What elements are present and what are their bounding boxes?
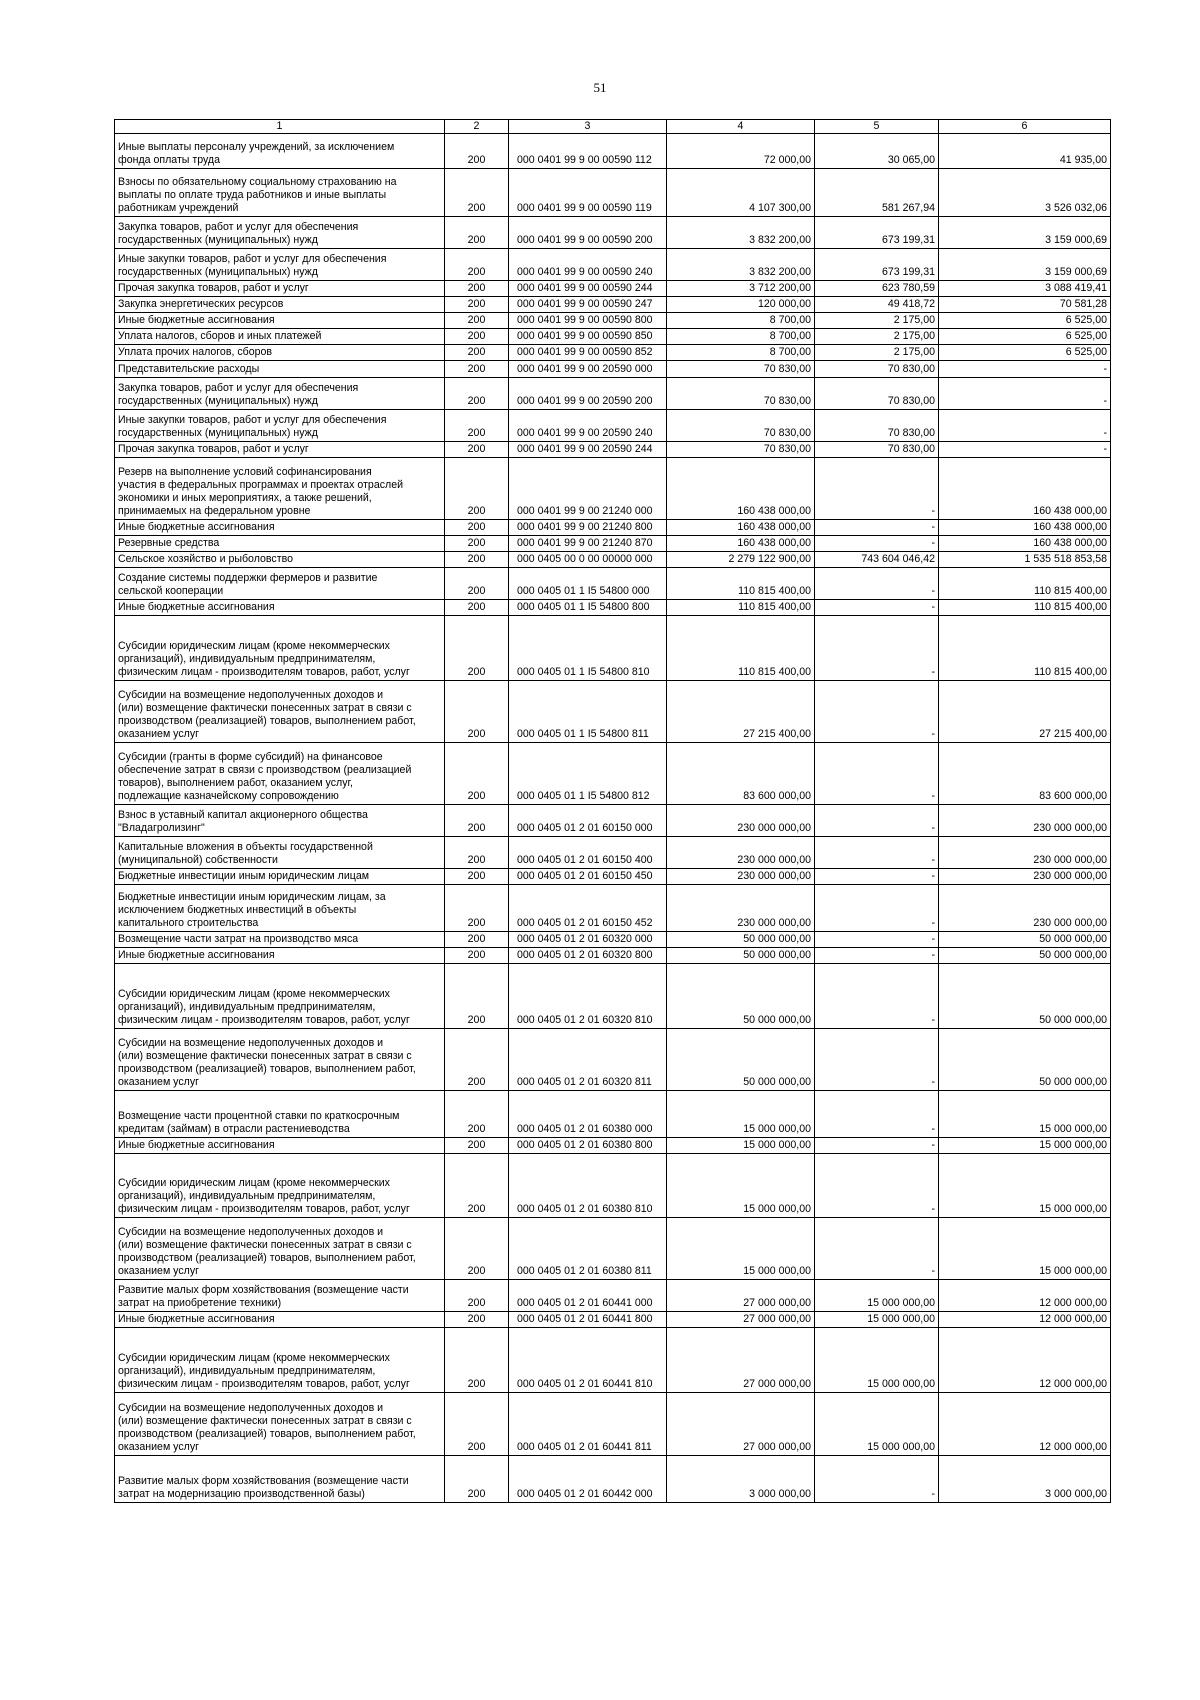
row-executed-amount: 673 199,31: [815, 217, 939, 249]
table-row: [115, 1138, 1111, 1154]
row-approved-amount: 70 830,00: [667, 442, 815, 458]
row-executed-amount: -: [815, 458, 939, 520]
row-approved-amount: 15 000 000,00: [667, 1218, 815, 1280]
row-remaining-amount: 160 438 000,00: [939, 458, 1111, 520]
row-budget-classification-code: 000 0405 01 2 01 60441 811: [509, 1393, 667, 1456]
row-remaining-amount: -: [939, 378, 1111, 410]
row-description: Иные бюджетные ассигнования: [115, 313, 445, 329]
row-line-code: 200: [445, 885, 509, 932]
row-line-code: 200: [445, 837, 509, 869]
row-remaining-amount: 3 526 032,06: [939, 169, 1111, 217]
row-approved-amount: 70 830,00: [667, 410, 815, 442]
row-remaining-amount: 83 600 000,00: [939, 743, 1111, 805]
row-description: Уплата прочих налогов, сборов: [115, 345, 445, 361]
row-remaining-amount: 12 000 000,00: [939, 1393, 1111, 1456]
row-approved-amount: 8 700,00: [667, 313, 815, 329]
table-row: [115, 361, 1111, 378]
row-description: Иные закупки товаров, работ и услуг для обеспечения государственных (муниципальных) нужд: [115, 249, 445, 281]
row-approved-amount: 2 279 122 900,00: [667, 552, 815, 568]
budget-execution-table: [114, 119, 1111, 1503]
row-description: Создание системы поддержки фермеров и развитие сельской кооперации: [115, 568, 445, 600]
header-col-3: 3: [509, 120, 667, 134]
row-line-code: 200: [445, 297, 509, 313]
row-budget-classification-code: 000 0401 99 9 00 00590 240: [509, 249, 667, 281]
row-approved-amount: 15 000 000,00: [667, 1138, 815, 1154]
row-budget-classification-code: 000 0401 99 9 00 00590 112: [509, 134, 667, 169]
row-remaining-amount: 27 215 400,00: [939, 681, 1111, 743]
table-row: [115, 442, 1111, 458]
row-approved-amount: 110 815 400,00: [667, 616, 815, 681]
row-line-code: 200: [445, 1312, 509, 1328]
row-executed-amount: -: [815, 1218, 939, 1280]
row-approved-amount: 27 000 000,00: [667, 1328, 815, 1393]
row-line-code: 200: [445, 458, 509, 520]
row-budget-classification-code: 000 0401 99 9 00 00590 850: [509, 329, 667, 345]
row-description: Представительские расходы: [115, 361, 445, 378]
row-executed-amount: 70 830,00: [815, 410, 939, 442]
row-executed-amount: 673 199,31: [815, 249, 939, 281]
row-budget-classification-code: 000 0405 01 2 01 60380 800: [509, 1138, 667, 1154]
row-line-code: 200: [445, 281, 509, 297]
row-budget-classification-code: 000 0401 99 9 00 00590 247: [509, 297, 667, 313]
row-budget-classification-code: 000 0405 01 2 01 60320 811: [509, 1029, 667, 1091]
row-executed-amount: -: [815, 1154, 939, 1218]
row-description: Капитальные вложения в объекты государственной (муниципальной) собственности: [115, 837, 445, 869]
table-body: [115, 134, 1111, 1503]
row-budget-classification-code: 000 0405 01 1 I5 54800 810: [509, 616, 667, 681]
row-executed-amount: -: [815, 837, 939, 869]
row-approved-amount: 160 438 000,00: [667, 520, 815, 536]
row-approved-amount: 3 000 000,00: [667, 1456, 815, 1503]
row-description: Прочая закупка товаров, работ и услуг: [115, 281, 445, 297]
row-line-code: 200: [445, 743, 509, 805]
row-executed-amount: 70 830,00: [815, 361, 939, 378]
row-line-code: 200: [445, 249, 509, 281]
table-row: [115, 568, 1111, 600]
table-row: [115, 1393, 1111, 1456]
row-description: Иные закупки товаров, работ и услуг для обеспечения государственных (муниципальных) нужд: [115, 410, 445, 442]
row-approved-amount: 8 700,00: [667, 345, 815, 361]
row-approved-amount: 50 000 000,00: [667, 1029, 815, 1091]
row-budget-classification-code: 000 0401 99 9 00 20590 240: [509, 410, 667, 442]
table-row: [115, 1091, 1111, 1138]
row-line-code: 200: [445, 616, 509, 681]
row-budget-classification-code: 000 0405 01 2 01 60320 000: [509, 932, 667, 948]
row-budget-classification-code: 000 0405 01 2 01 60380 811: [509, 1218, 667, 1280]
row-description: Развитие малых форм хозяйствования (возмещение части затрат на приобретение техники): [115, 1280, 445, 1312]
row-executed-amount: 15 000 000,00: [815, 1280, 939, 1312]
row-approved-amount: 160 438 000,00: [667, 458, 815, 520]
table-row: [115, 1456, 1111, 1503]
row-executed-amount: -: [815, 1029, 939, 1091]
row-line-code: 200: [445, 1029, 509, 1091]
row-executed-amount: -: [815, 1091, 939, 1138]
row-approved-amount: 160 438 000,00: [667, 536, 815, 552]
row-budget-classification-code: 000 0405 01 2 01 60150 000: [509, 805, 667, 837]
row-budget-classification-code: 000 0405 01 2 01 60150 400: [509, 837, 667, 869]
row-executed-amount: -: [815, 964, 939, 1029]
row-line-code: 200: [445, 1091, 509, 1138]
header-col-2: 2: [445, 120, 509, 134]
row-budget-classification-code: 000 0405 01 2 01 60441 000: [509, 1280, 667, 1312]
row-remaining-amount: 1 535 518 853,58: [939, 552, 1111, 568]
table-row: [115, 1280, 1111, 1312]
row-line-code: 200: [445, 217, 509, 249]
row-budget-classification-code: 000 0405 01 2 01 60441 810: [509, 1328, 667, 1393]
row-line-code: 200: [445, 134, 509, 169]
row-approved-amount: 27 000 000,00: [667, 1280, 815, 1312]
row-remaining-amount: 15 000 000,00: [939, 1138, 1111, 1154]
row-executed-amount: 623 780,59: [815, 281, 939, 297]
row-line-code: 200: [445, 1393, 509, 1456]
row-approved-amount: 72 000,00: [667, 134, 815, 169]
row-remaining-amount: 160 438 000,00: [939, 536, 1111, 552]
table-row: [115, 1154, 1111, 1218]
row-budget-classification-code: 000 0405 01 2 01 60150 450: [509, 869, 667, 885]
row-executed-amount: -: [815, 616, 939, 681]
row-approved-amount: 110 815 400,00: [667, 568, 815, 600]
row-description: Развитие малых форм хозяйствования (возмещение части затрат на модернизацию производственной базы): [115, 1456, 445, 1503]
row-line-code: 200: [445, 361, 509, 378]
table-row: [115, 378, 1111, 410]
row-executed-amount: -: [815, 948, 939, 964]
row-description: Субсидии на возмещение недополученных доходов и (или) возмещение фактически понесенных затрат в связи с производством (реализацией) товаров, выполнением работ, оказанием услуг: [115, 681, 445, 743]
row-line-code: 200: [445, 1280, 509, 1312]
row-approved-amount: 27 000 000,00: [667, 1312, 815, 1328]
table-row: [115, 345, 1111, 361]
row-remaining-amount: 230 000 000,00: [939, 837, 1111, 869]
row-description: Субсидии на возмещение недополученных доходов и (или) возмещение фактически понесенных затрат в связи с производством (реализацией) товаров, выполнением работ, оказанием услуг: [115, 1218, 445, 1280]
row-budget-classification-code: 000 0405 01 2 01 60320 810: [509, 964, 667, 1029]
row-approved-amount: 70 830,00: [667, 361, 815, 378]
row-line-code: 200: [445, 964, 509, 1029]
table-row: [115, 932, 1111, 948]
row-line-code: 200: [445, 536, 509, 552]
row-remaining-amount: 160 438 000,00: [939, 520, 1111, 536]
row-budget-classification-code: 000 0405 01 1 I5 54800 811: [509, 681, 667, 743]
table-row: [115, 616, 1111, 681]
row-remaining-amount: 6 525,00: [939, 313, 1111, 329]
table-row: [115, 869, 1111, 885]
row-remaining-amount: -: [939, 361, 1111, 378]
row-budget-classification-code: 000 0405 01 2 01 60380 810: [509, 1154, 667, 1218]
row-line-code: 200: [445, 1138, 509, 1154]
row-approved-amount: 8 700,00: [667, 329, 815, 345]
row-approved-amount: 3 832 200,00: [667, 217, 815, 249]
row-executed-amount: -: [815, 885, 939, 932]
row-approved-amount: 3 832 200,00: [667, 249, 815, 281]
row-line-code: 200: [445, 345, 509, 361]
row-budget-classification-code: 000 0405 01 2 01 60320 800: [509, 948, 667, 964]
row-approved-amount: 230 000 000,00: [667, 805, 815, 837]
row-remaining-amount: 230 000 000,00: [939, 805, 1111, 837]
table-row: [115, 313, 1111, 329]
row-description: Резервные средства: [115, 536, 445, 552]
row-budget-classification-code: 000 0401 99 9 00 00590 200: [509, 217, 667, 249]
row-line-code: 200: [445, 568, 509, 600]
table-row: [115, 297, 1111, 313]
row-budget-classification-code: 000 0401 99 9 00 21240 870: [509, 536, 667, 552]
row-line-code: 200: [445, 869, 509, 885]
row-line-code: 200: [445, 169, 509, 217]
row-executed-amount: -: [815, 536, 939, 552]
row-approved-amount: 70 830,00: [667, 378, 815, 410]
row-description: Субсидии (гранты в форме субсидий) на финансовое обеспечение затрат в связи с производством (реализацией товаров), выполнением работ, оказанием услуг, подлежащие казначейскому сопровождению: [115, 743, 445, 805]
table-row: [115, 948, 1111, 964]
row-description: Закупка товаров, работ и услуг для обеспечения государственных (муниципальных) нужд: [115, 217, 445, 249]
row-executed-amount: -: [815, 568, 939, 600]
row-budget-classification-code: 000 0401 99 9 00 00590 244: [509, 281, 667, 297]
row-approved-amount: 50 000 000,00: [667, 932, 815, 948]
row-remaining-amount: -: [939, 442, 1111, 458]
row-executed-amount: -: [815, 1456, 939, 1503]
row-remaining-amount: 50 000 000,00: [939, 932, 1111, 948]
row-budget-classification-code: 000 0401 99 9 00 21240 800: [509, 520, 667, 536]
row-executed-amount: 70 830,00: [815, 378, 939, 410]
row-description: Сельское хозяйство и рыболовство: [115, 552, 445, 568]
row-approved-amount: 27 000 000,00: [667, 1393, 815, 1456]
row-description: Возмещение части процентной ставки по краткосрочным кредитам (займам) в отрасли растениеводства: [115, 1091, 445, 1138]
row-executed-amount: 15 000 000,00: [815, 1312, 939, 1328]
row-remaining-amount: 15 000 000,00: [939, 1154, 1111, 1218]
row-approved-amount: 50 000 000,00: [667, 964, 815, 1029]
table-row: [115, 249, 1111, 281]
row-description: Иные бюджетные ассигнования: [115, 600, 445, 616]
table-row: [115, 743, 1111, 805]
row-remaining-amount: 110 815 400,00: [939, 568, 1111, 600]
row-approved-amount: 120 000,00: [667, 297, 815, 313]
table-row: [115, 520, 1111, 536]
row-approved-amount: 50 000 000,00: [667, 948, 815, 964]
table-row: [115, 1029, 1111, 1091]
row-description: Взносы по обязательному социальному страхованию на выплаты по оплате труда работников и иные выплаты работникам учреждений: [115, 169, 445, 217]
row-line-code: 200: [445, 805, 509, 837]
row-description: Субсидии юридическим лицам (кроме некоммерческих организаций), индивидуальным предпринимателям, физическим лицам - производителям товаров, работ, услуг: [115, 616, 445, 681]
row-executed-amount: 15 000 000,00: [815, 1393, 939, 1456]
row-remaining-amount: 12 000 000,00: [939, 1280, 1111, 1312]
row-executed-amount: -: [815, 743, 939, 805]
row-remaining-amount: 12 000 000,00: [939, 1312, 1111, 1328]
table-row: [115, 410, 1111, 442]
table-row: [115, 600, 1111, 616]
row-approved-amount: 230 000 000,00: [667, 869, 815, 885]
row-budget-classification-code: 000 0405 01 1 I5 54800 800: [509, 600, 667, 616]
row-budget-classification-code: 000 0401 99 9 00 00590 852: [509, 345, 667, 361]
row-remaining-amount: 15 000 000,00: [939, 1091, 1111, 1138]
row-executed-amount: 2 175,00: [815, 313, 939, 329]
row-remaining-amount: 110 815 400,00: [939, 616, 1111, 681]
row-executed-amount: 743 604 046,42: [815, 552, 939, 568]
row-approved-amount: 27 215 400,00: [667, 681, 815, 743]
row-remaining-amount: 3 088 419,41: [939, 281, 1111, 297]
header-col-5: 5: [815, 120, 939, 134]
row-executed-amount: -: [815, 520, 939, 536]
row-executed-amount: 15 000 000,00: [815, 1328, 939, 1393]
column-number-header-row: [115, 120, 1111, 134]
row-approved-amount: 230 000 000,00: [667, 837, 815, 869]
row-line-code: 200: [445, 520, 509, 536]
row-description: Закупка энергетических ресурсов: [115, 297, 445, 313]
row-description: Субсидии на возмещение недополученных доходов и (или) возмещение фактически понесенных затрат в связи с производством (реализацией) товаров, выполнением работ, оказанием услуг: [115, 1029, 445, 1091]
row-remaining-amount: 41 935,00: [939, 134, 1111, 169]
table-row: [115, 1328, 1111, 1393]
header-col-1: 1: [115, 120, 445, 134]
table-row: [115, 329, 1111, 345]
row-description: Субсидии юридическим лицам (кроме некоммерческих организаций), индивидуальным предпринимателям, физическим лицам - производителям товаров, работ, услуг: [115, 964, 445, 1029]
row-executed-amount: -: [815, 600, 939, 616]
row-description: Субсидии на возмещение недополученных доходов и (или) возмещение фактически понесенных затрат в связи с производством (реализацией) товаров, выполнением работ, оказанием услуг: [115, 1393, 445, 1456]
row-budget-classification-code: 000 0401 99 9 00 20590 244: [509, 442, 667, 458]
row-line-code: 200: [445, 1456, 509, 1503]
row-budget-classification-code: 000 0405 00 0 00 00000 000: [509, 552, 667, 568]
row-description: Возмещение части затрат на производство мяса: [115, 932, 445, 948]
row-budget-classification-code: 000 0405 01 1 I5 54800 000: [509, 568, 667, 600]
table-row: [115, 552, 1111, 568]
table-row: [115, 217, 1111, 249]
row-line-code: 200: [445, 1218, 509, 1280]
row-executed-amount: 2 175,00: [815, 345, 939, 361]
row-description: Резерв на выполнение условий софинансирования участия в федеральных программах и проектах отраслей экономики и иных мероприятиях, а также решений, принимаемых на федеральном уровне: [115, 458, 445, 520]
row-budget-classification-code: 000 0405 01 2 01 60150 452: [509, 885, 667, 932]
row-line-code: 200: [445, 1328, 509, 1393]
row-approved-amount: 15 000 000,00: [667, 1154, 815, 1218]
row-description: Иные выплаты персоналу учреждений, за исключением фонда оплаты труда: [115, 134, 445, 169]
table-row: [115, 134, 1111, 169]
row-description: Субсидии юридическим лицам (кроме некоммерческих организаций), индивидуальным предпринимателям, физическим лицам - производителям товаров, работ, услуг: [115, 1328, 445, 1393]
table-row: [115, 169, 1111, 217]
row-budget-classification-code: 000 0405 01 2 01 60441 800: [509, 1312, 667, 1328]
row-budget-classification-code: 000 0401 99 9 00 00590 800: [509, 313, 667, 329]
row-remaining-amount: 230 000 000,00: [939, 869, 1111, 885]
row-approved-amount: 3 712 200,00: [667, 281, 815, 297]
row-line-code: 200: [445, 600, 509, 616]
row-approved-amount: 15 000 000,00: [667, 1091, 815, 1138]
row-remaining-amount: 6 525,00: [939, 345, 1111, 361]
row-budget-classification-code: 000 0401 99 9 00 00590 119: [509, 169, 667, 217]
row-description: Иные бюджетные ассигнования: [115, 948, 445, 964]
row-remaining-amount: 110 815 400,00: [939, 600, 1111, 616]
row-executed-amount: -: [815, 1138, 939, 1154]
row-remaining-amount: 3 000 000,00: [939, 1456, 1111, 1503]
row-budget-classification-code: 000 0405 01 2 01 60442 000: [509, 1456, 667, 1503]
row-executed-amount: 2 175,00: [815, 329, 939, 345]
row-executed-amount: 581 267,94: [815, 169, 939, 217]
row-line-code: 200: [445, 329, 509, 345]
table-row: [115, 681, 1111, 743]
row-remaining-amount: 12 000 000,00: [939, 1328, 1111, 1393]
table-row: [115, 1312, 1111, 1328]
row-line-code: 200: [445, 442, 509, 458]
table-row: [115, 281, 1111, 297]
table-row: [115, 458, 1111, 520]
row-remaining-amount: 6 525,00: [939, 329, 1111, 345]
row-remaining-amount: 50 000 000,00: [939, 1029, 1111, 1091]
row-remaining-amount: 50 000 000,00: [939, 964, 1111, 1029]
row-description: Иные бюджетные ассигнования: [115, 1138, 445, 1154]
row-approved-amount: 230 000 000,00: [667, 885, 815, 932]
budget-table-container: [114, 119, 1111, 1503]
table-row: [115, 964, 1111, 1029]
row-remaining-amount: 50 000 000,00: [939, 948, 1111, 964]
row-executed-amount: 70 830,00: [815, 442, 939, 458]
row-remaining-amount: 70 581,28: [939, 297, 1111, 313]
row-approved-amount: 110 815 400,00: [667, 600, 815, 616]
row-description: Прочая закупка товаров, работ и услуг: [115, 442, 445, 458]
row-description: Закупка товаров, работ и услуг для обеспечения государственных (муниципальных) нужд: [115, 378, 445, 410]
row-budget-classification-code: 000 0405 01 2 01 60380 000: [509, 1091, 667, 1138]
row-line-code: 200: [445, 552, 509, 568]
row-line-code: 200: [445, 932, 509, 948]
table-row: [115, 536, 1111, 552]
row-budget-classification-code: 000 0401 99 9 00 20590 000: [509, 361, 667, 378]
page-number: 51: [593, 80, 607, 95]
row-description: Бюджетные инвестиции иным юридическим лицам, за исключением бюджетных инвестиций в объекты капитального строительства: [115, 885, 445, 932]
row-description: Иные бюджетные ассигнования: [115, 520, 445, 536]
row-executed-amount: -: [815, 932, 939, 948]
row-approved-amount: 83 600 000,00: [667, 743, 815, 805]
row-remaining-amount: -: [939, 410, 1111, 442]
row-description: Иные бюджетные ассигнования: [115, 1312, 445, 1328]
row-remaining-amount: 3 159 000,69: [939, 217, 1111, 249]
header-col-4: 4: [667, 120, 815, 134]
row-line-code: 200: [445, 378, 509, 410]
row-approved-amount: 4 107 300,00: [667, 169, 815, 217]
row-line-code: 200: [445, 1154, 509, 1218]
row-remaining-amount: 15 000 000,00: [939, 1218, 1111, 1280]
row-description: Взнос в уставный капитал акционерного общества "Владагролизинг": [115, 805, 445, 837]
row-budget-classification-code: 000 0405 01 1 I5 54800 812: [509, 743, 667, 805]
row-description: Субсидии юридическим лицам (кроме некоммерческих организаций), индивидуальным предпринимателям, физическим лицам - производителям товаров, работ, услуг: [115, 1154, 445, 1218]
row-description: Уплата налогов, сборов и иных платежей: [115, 329, 445, 345]
row-description: Бюджетные инвестиции иным юридическим лицам: [115, 869, 445, 885]
row-executed-amount: 30 065,00: [815, 134, 939, 169]
row-remaining-amount: 230 000 000,00: [939, 885, 1111, 932]
row-executed-amount: 49 418,72: [815, 297, 939, 313]
row-line-code: 200: [445, 410, 509, 442]
table-row: [115, 885, 1111, 932]
row-budget-classification-code: 000 0401 99 9 00 20590 200: [509, 378, 667, 410]
table-row: [115, 837, 1111, 869]
header-col-6: 6: [939, 120, 1111, 134]
row-remaining-amount: 3 159 000,69: [939, 249, 1111, 281]
row-line-code: 200: [445, 948, 509, 964]
row-line-code: 200: [445, 313, 509, 329]
row-executed-amount: -: [815, 869, 939, 885]
row-executed-amount: -: [815, 805, 939, 837]
table-row: [115, 805, 1111, 837]
row-executed-amount: -: [815, 681, 939, 743]
row-line-code: 200: [445, 681, 509, 743]
table-row: [115, 1218, 1111, 1280]
row-budget-classification-code: 000 0401 99 9 00 21240 000: [509, 458, 667, 520]
